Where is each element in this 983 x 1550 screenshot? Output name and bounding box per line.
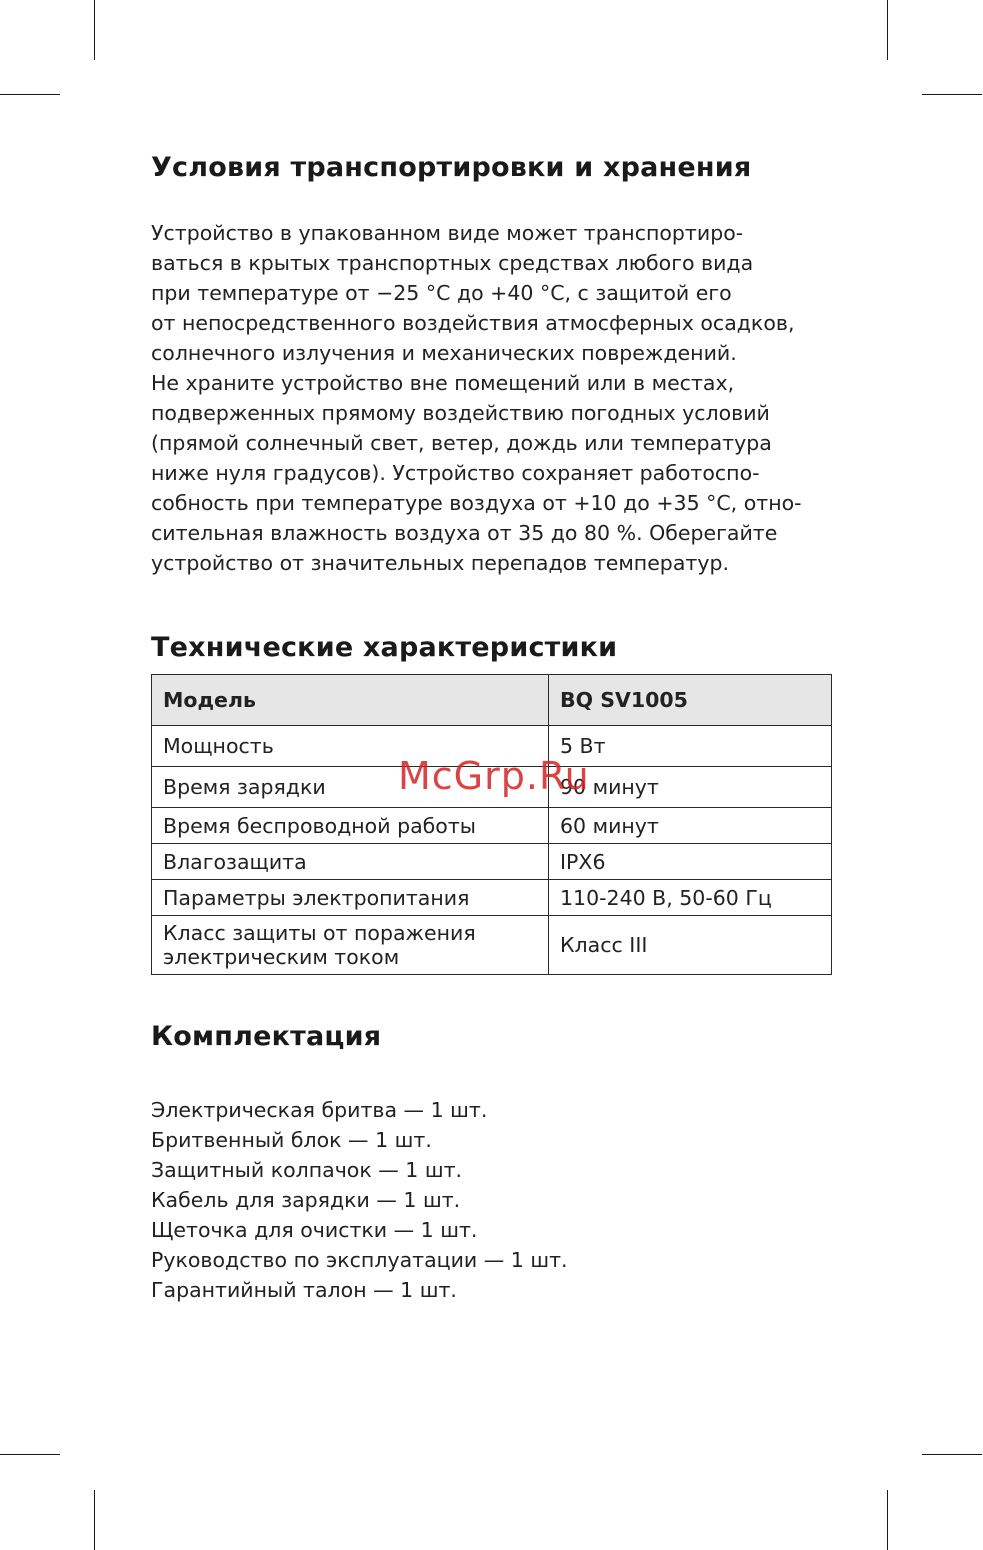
crop-mark-bottom-left-horizontal xyxy=(0,1454,60,1455)
list-item: Бритвенный блок — 1 шт. xyxy=(151,1128,432,1152)
storage-section xyxy=(151,148,841,578)
list-item: Руководство по эксплуатации — 1 шт. xyxy=(151,1248,568,1272)
spec-label-protection-class: Класс защиты от поражения электрическим током xyxy=(152,916,549,975)
list-item: Гарантийный талон — 1 шт. xyxy=(151,1278,457,1302)
list-item: Щеточка для очистки — 1 шт. xyxy=(151,1218,478,1242)
table-row xyxy=(152,880,832,916)
kit-title: Комплектация xyxy=(151,1021,382,1052)
watermark: McGrp.Ru xyxy=(398,754,590,798)
list-item: Электрическая бритва — 1 шт. xyxy=(151,1098,488,1122)
crop-mark-top-right-horizontal xyxy=(922,94,982,95)
table-row xyxy=(152,808,832,844)
spec-value-cordless-time: 60 минут xyxy=(549,808,832,844)
crop-mark-top-left-horizontal xyxy=(0,94,60,95)
spec-label-power-supply: Параметры электропитания xyxy=(152,880,549,916)
kit-list xyxy=(151,1095,841,1305)
spec-value-power-supply: 110-240 В, 50-60 Гц xyxy=(549,880,832,916)
list-item: Защитный колпачок — 1 шт. xyxy=(151,1158,463,1182)
storage-text: Устройство в упакованном виде может транспортиро- ваться в крытых транспортных средствах любого вида при температуре от −25 °C до +40 °C, с защитой его от непосредственного воздействия атмосферных осадков, солнечного излучения и механических повреждений. Не храните устройство вне помещений или в местах, подверженных прямому воздействию погодных условий (прямой солнечный свет, ветер, дождь или температура ниже нуля градусов). Устройство сохраняет работоспо- собность при температуре воздуха от +10 до +35 °C, отно- сительная влажность воздуха от 35 до 80 %. Оберегайте устройство от значительных перепадов температур. xyxy=(151,221,802,575)
spec-value-charge-time: 90 минут xyxy=(549,767,832,808)
kit-section xyxy=(151,1017,841,1305)
list-item: Кабель для зарядки — 1 шт. xyxy=(151,1188,461,1212)
spec-value-power: 5 Вт xyxy=(549,726,832,767)
spec-label-power: Мощность xyxy=(152,726,549,767)
crop-mark-bottom-left-vertical xyxy=(94,1490,95,1550)
crop-mark-top-right-vertical xyxy=(887,0,888,60)
specs-section xyxy=(151,628,841,975)
specs-title: Технические характеристики xyxy=(151,632,618,663)
spec-value-water-protection: IPX6 xyxy=(549,844,832,880)
table-row xyxy=(152,844,832,880)
specs-table xyxy=(151,674,832,975)
specs-header-value: BQ SV1005 xyxy=(549,675,832,726)
specs-header-label: Модель xyxy=(152,675,549,726)
spec-label-cordless-time: Время беспроводной работы xyxy=(152,808,549,844)
spec-label-water-protection: Влагозащита xyxy=(152,844,549,880)
storage-title: Условия транспортировки и хранения xyxy=(151,152,752,183)
crop-mark-bottom-right-vertical xyxy=(887,1490,888,1550)
crop-mark-bottom-right-horizontal xyxy=(922,1454,982,1455)
specs-header-row xyxy=(152,675,832,726)
page-content xyxy=(151,148,841,1305)
spec-value-protection-class: Класс III xyxy=(549,916,832,975)
spec-label-charge-time: Время зарядки xyxy=(152,767,549,808)
table-row xyxy=(152,916,832,975)
crop-mark-top-left-vertical xyxy=(94,0,95,60)
